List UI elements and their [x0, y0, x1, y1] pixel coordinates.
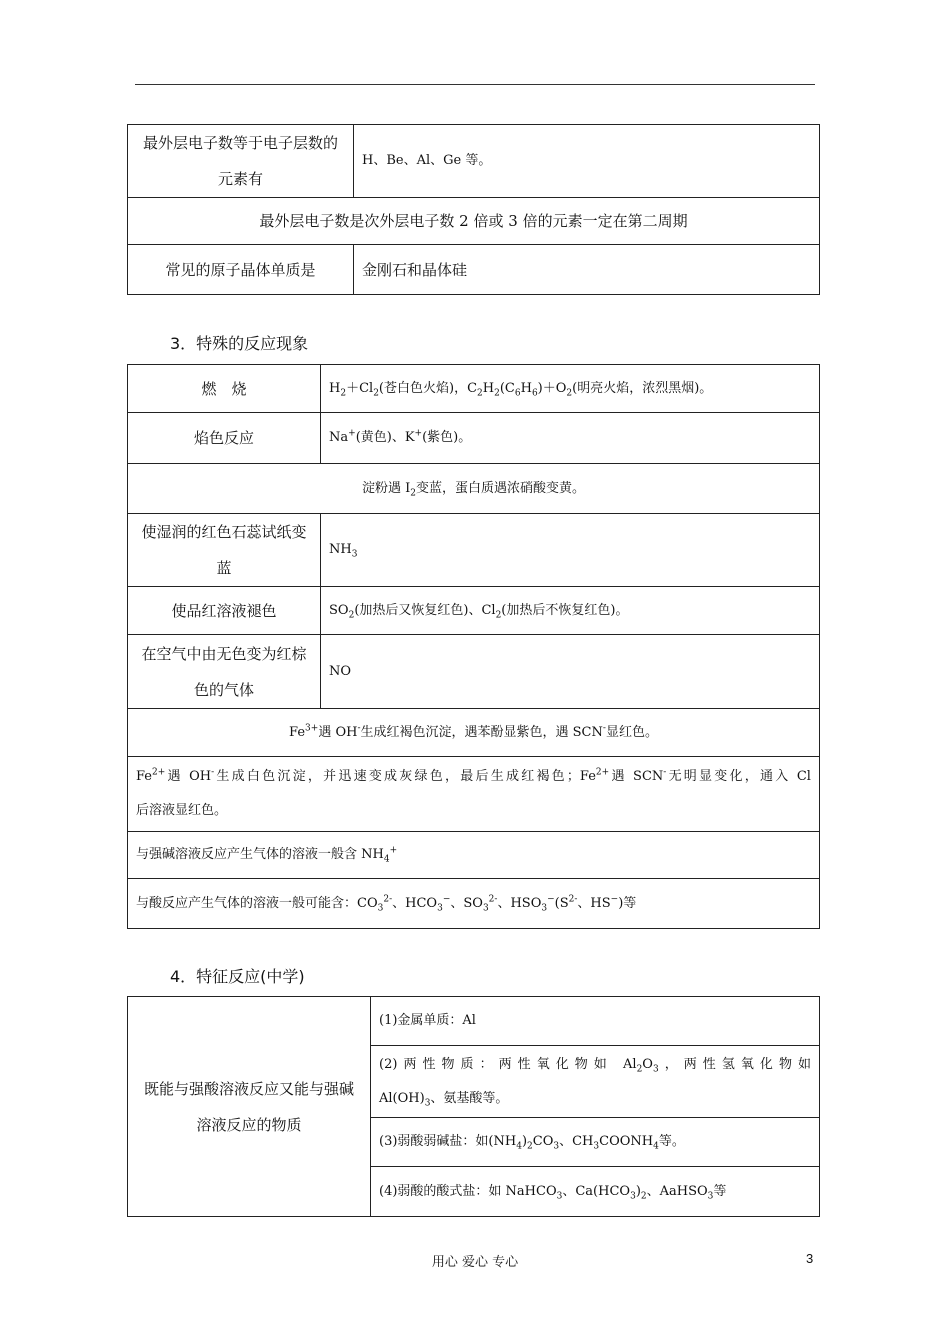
cell-item: (2)两性物质：两性氧化物如 $Al_2O_3$，两性氢氧化物如 $Al(OH)_3$、氨基酸等。 [371, 1046, 820, 1118]
cell-full: 与强碱溶液反应产生气体的溶液一般含 $NH_4^+$ [128, 832, 820, 879]
cell-label: 既能与强酸溶液反应又能与强碱溶液反应的物质 [128, 997, 371, 1217]
cell-item: (1)金属单质：Al [371, 997, 820, 1046]
cell-label: 焰色反应 [128, 413, 321, 464]
cell-value: H、Be、Al、Ge 等。 [354, 125, 820, 198]
cell-full: $Fe^{3+}$遇 OH-生成红褐色沉淀，遇苯酚显紫色，遇 SCN-显红色。 [128, 709, 820, 757]
cell-value: 金刚石和晶体硅 [354, 245, 820, 295]
header-rule [135, 84, 815, 85]
cell-full: 与酸反应产生气体的溶液一般可能含：$CO_3^{2-}$、$HCO_3^-$、$SO_3^{2-}$、$HSO_3^-(S^{2-}$、HS−)等 [128, 879, 820, 929]
cell-label: 使品红溶液褪色 [128, 587, 321, 635]
section-title-3: 3．特殊的反应现象 [170, 334, 309, 353]
cell-value: $SO_2$(加热后又恢复红色)、$Cl_2$(加热后不恢复红色)。 [321, 587, 820, 635]
footer-text: 用心 爱心 专心 [431, 1255, 519, 1270]
cell-label: 使湿润的红色石蕊试纸变蓝 [128, 514, 321, 587]
cell-label: 常见的原子晶体单质是 [128, 245, 354, 295]
cell-item: (4)弱酸的酸式盐：如 NaHCO$_3$、$Ca(HCO_3)_2$、AaHSO$_3$等 [371, 1167, 820, 1217]
cell-value: Na+(黄色)、K+(紫色)。 [321, 413, 820, 464]
table-electron-rules [127, 124, 820, 295]
cell-item: (3)弱酸弱碱盐：如$(NH_4)_2CO_3$、$CH_3COONH_4$等。 [371, 1118, 820, 1167]
table-reaction-phenomena [127, 364, 820, 929]
cell-value: $NH_3$ [321, 514, 820, 587]
cell-full: 淀粉遇 $I_2$变蓝，蛋白质遇浓硝酸变黄。 [128, 464, 820, 514]
cell-label: 在空气中由无色变为红棕色的气体 [128, 635, 321, 709]
cell-value: $H_2+Cl_2$(苍白色火焰)，$C_2H_2(C_6H_6)+O_2$(明亮火焰，浓烈黑烟)。 [321, 365, 820, 413]
cell-full: $Fe^{2+}$遇 OH-生成白色沉淀，并迅速变成灰绿色，最后生成红褐色；$Fe^{2+}$遇 SCN-无明显变化，通入 Cl 后溶液显红色。 [128, 757, 820, 832]
cell-value: NO [321, 635, 820, 709]
cell-label: 燃 烧 [128, 365, 321, 413]
section-title-4: 4．特征反应(中学) [170, 967, 305, 986]
cell-label: 最外层电子数等于电子层数的元素有 [128, 125, 354, 198]
cell-full: 最外层电子数是次外层电子数 2 倍或 3 倍的元素一定在第二周期 [128, 198, 820, 245]
table-amphoteric [127, 996, 820, 1217]
page-number: 3 [806, 1251, 814, 1266]
